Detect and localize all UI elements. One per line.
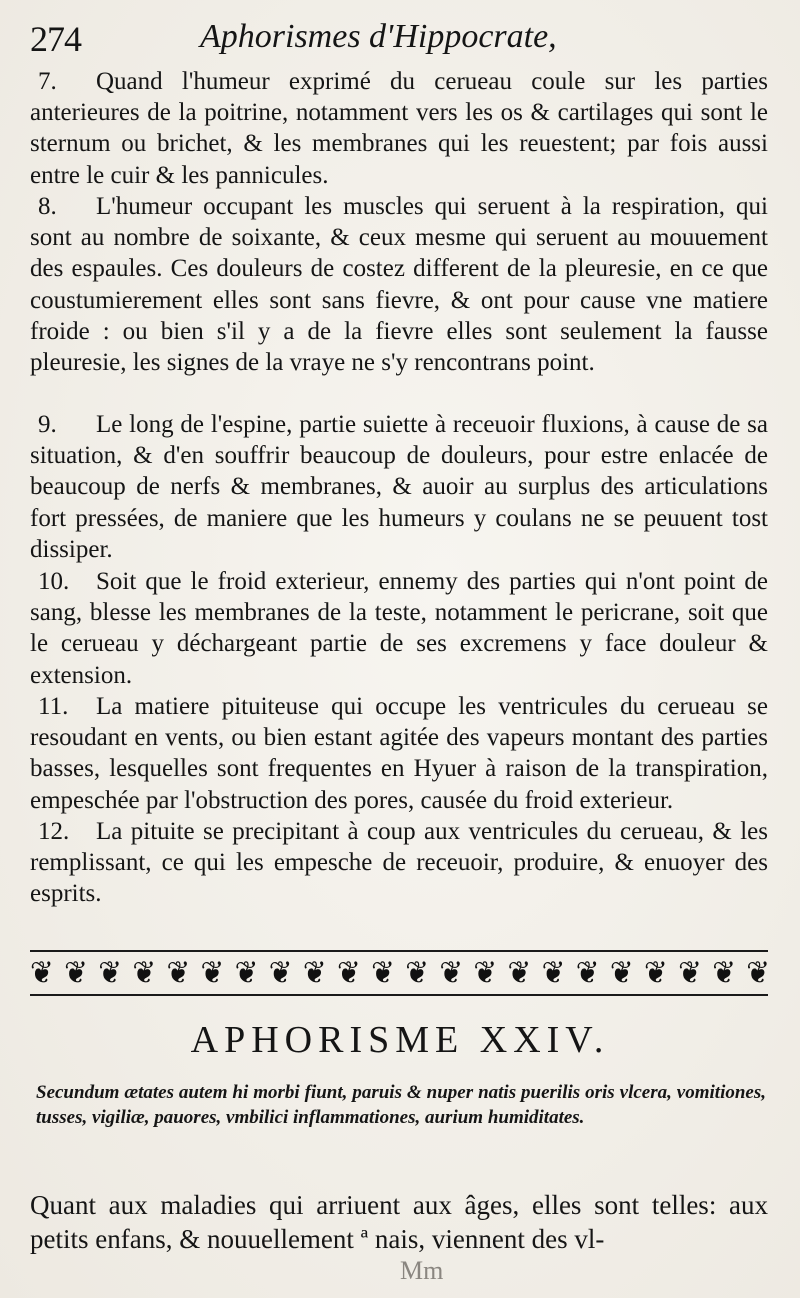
paragraph-number: 7.	[38, 68, 57, 95]
running-title: Aphorismes d'Hippocrate,	[200, 18, 557, 55]
paragraph-text: L'humeur occupant les muscles qui seruent à la respiration, qui sont au nombre de soixante, & ceux mesme qui seruent au mouuement des espaules. Ces douleurs de costez different de la pleuresie, en ce que coustumierement elles sont sans fievre, & ont pour cause vne matiere froide : ou bien s'il y a de la fievre elles sont seulement la fausse pleuresie, les signes de la vraye ne s'y rencontrans point.	[30, 193, 768, 377]
fleuron-icon: ❦	[336, 956, 359, 991]
decorative-ornament-band	[30, 950, 768, 996]
paragraph-number: 9.	[38, 411, 57, 438]
page-number: 274	[30, 19, 81, 59]
paragraph-9	[30, 409, 768, 566]
fleuron-icon: ❦	[609, 956, 632, 991]
paragraph-text: La matiere pituiteuse qui occupe les ventricules du cerueau se resoudant en vents, ou bien estant agitée des vapeurs montant des parties basses, lesquelles sont frequentes en Hyuer à raison de la transpiration, empeschée par l'obstruction des pores, causée du froid exterieur.	[30, 693, 768, 814]
fleuron-icon: ❦	[234, 956, 257, 991]
fleuron-icon: ❦	[643, 956, 666, 991]
aphorism-heading: APHORISME XXIV.	[190, 1019, 610, 1061]
fleuron-icon: ❦	[64, 956, 86, 991]
fleuron-icon: ❦	[712, 956, 734, 991]
french-translation-text: Quant aux maladies qui arriuent aux âges, elles sont telles: aux petits enfans, & nouuellement ª nais, viennent des vl-	[30, 1190, 768, 1254]
paragraph-10	[30, 566, 768, 691]
paragraph-11	[30, 691, 768, 816]
paragraph-number: 12.	[38, 818, 70, 845]
fleuron-icon: ❦	[746, 956, 768, 991]
paragraph-number: 11.	[38, 693, 69, 720]
fleuron-icon: ❦	[575, 956, 598, 991]
fleuron-icon: ❦	[200, 956, 223, 991]
paragraph-text: Le long de l'espine, partie suiette à receuoir fluxions, à cause de sa situation, & d'en souffrir beaucoup de douleurs, pour estre enlacée de beaucoup de nerfs & membranes, & auoir au surplus des articulations fort pressées, de maniere que les humeurs y coulans ne se peuuent tost dissiper.	[30, 411, 768, 563]
fleuron-icon: ❦	[439, 956, 461, 991]
paragraph-8	[30, 191, 768, 409]
signature-mark: Mm	[400, 1256, 444, 1285]
aphorism-commentary	[30, 66, 768, 916]
paragraph-text: Quand l'humeur exprimé du cerueau coule sur les parties anterieures de la poitrine, notamment vers les os & cartilages qui sont le sternum ou brichet, & les membranes qui les reuestent; par fois aussi entre le cuir & les pannicules.	[30, 68, 768, 189]
fleuron-icon: ❦	[268, 956, 291, 991]
fleuron-icon: ❦	[30, 956, 52, 991]
paragraph-number: 8.	[38, 193, 57, 220]
fleuron-icon: ❦	[405, 956, 427, 991]
paragraph-text: Soit que le froid exterieur, ennemy des parties qui n'ont point de sang, blesse les membranes de la teste, notamment le pericrane, soit que le cerueau y déchargeant partie de ses excremens y face douleur & extension.	[30, 568, 768, 689]
fleuron-icon: ❦	[166, 956, 188, 991]
paragraph-number: 10.	[38, 568, 70, 595]
fleuron-icon: ❦	[98, 956, 120, 991]
paragraph-text: La pituite se precipitant à coup aux ventricules du cerueau, & les remplissant, ce qui les empesche de receuoir, produire, & enuoyer des esprits.	[30, 818, 768, 908]
paragraph-7	[30, 66, 768, 191]
fleuron-icon: ❦	[541, 956, 564, 991]
fleuron-icon: ❦	[302, 956, 325, 991]
paragraph-12	[30, 816, 768, 916]
fleuron-icon: ❦	[371, 956, 393, 991]
fleuron-icon: ❦	[678, 956, 700, 991]
latin-aphorism-text: Secundum ætates autem hi morbi fiunt, paruis & nuper natis puerilis oris vlcera, vomitiones, tusses, vigiliæ, pauores, vmbilici inflammationes, aurium humiditates.	[36, 1082, 766, 1128]
fleuron-icon: ❦	[473, 956, 495, 991]
fleuron-icon: ❦	[507, 956, 529, 991]
fleuron-icon: ❦	[132, 956, 154, 991]
page-header	[30, 18, 780, 68]
